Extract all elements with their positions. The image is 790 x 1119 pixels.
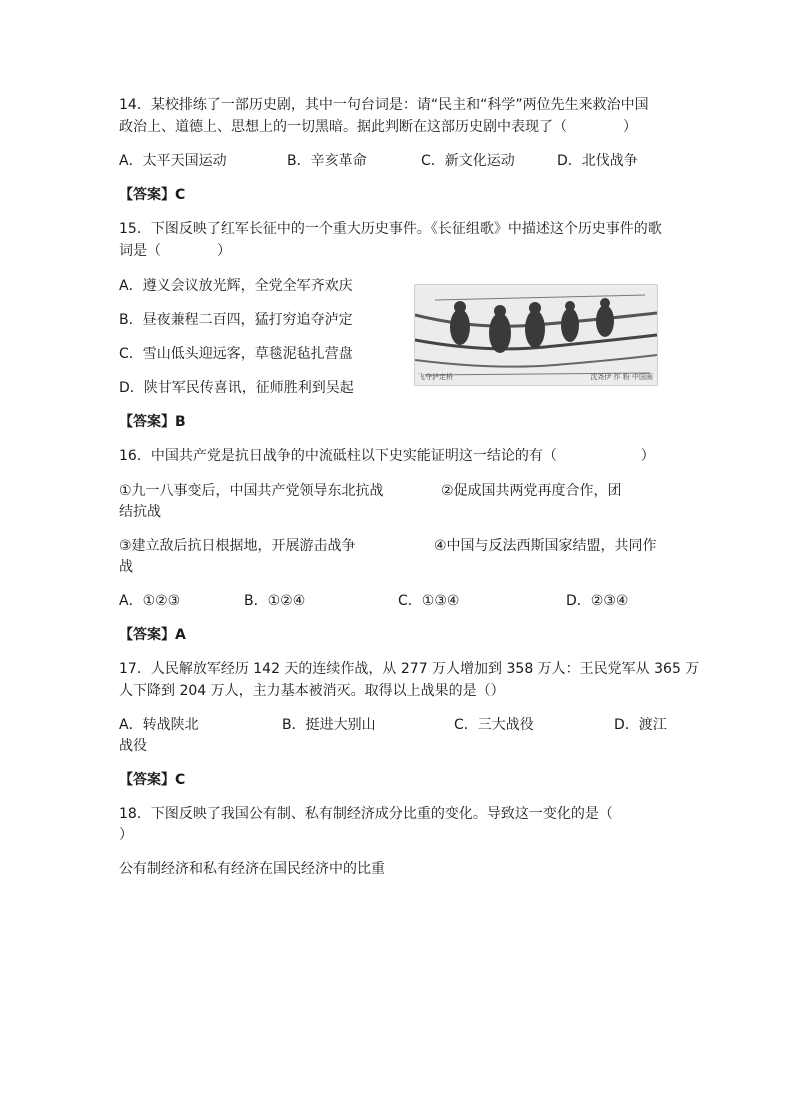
q16-option-d: D．②③④ bbox=[566, 593, 629, 609]
luding-bridge-drawing bbox=[415, 285, 657, 385]
q16-item-4-cont: 战 bbox=[119, 559, 133, 575]
q14-option-a: A．太平天国运动 bbox=[119, 153, 227, 169]
q15-stem-line1: 15．下图反映了红军长征中的一个重大历史事件。《长征组歌》中描述这个历史事件的歌 bbox=[119, 221, 662, 237]
q16-item-2: ②促成国共两党再度合作，团 bbox=[441, 483, 622, 499]
luding-bridge-illustration bbox=[414, 284, 658, 386]
q17-answer: 【答案】C bbox=[119, 772, 186, 788]
q14-option-c: C．新文化运动 bbox=[421, 153, 515, 169]
q16-item-3: ③建立敌后抗日根据地，开展游击战争 bbox=[119, 538, 356, 554]
q18-stem-line2: ） bbox=[119, 827, 133, 843]
q14-stem-line1: 14．某校排练了一部历史剧，其中一句台词是：请“民主和“科学”两位先生来救治中国 bbox=[119, 97, 649, 113]
q17-option-d: D．渡江 bbox=[614, 717, 667, 733]
illustration-caption-artist: 沈尧伊 作 粉 中国画 bbox=[590, 373, 653, 381]
q14-stem-line2: 政治上、道德上、思想上的一切黑暗。据此判断在这部历史剧中表现了（ ） bbox=[119, 119, 637, 135]
q15-option-a: A．遵义会议放光辉，全党全军齐欢庆 bbox=[119, 278, 353, 294]
q16-answer: 【答案】A bbox=[119, 627, 186, 643]
q18-stem-line1: 18．下图反映了我国公有制、私有制经济成分比重的变化。导致这一变化的是（ bbox=[119, 806, 613, 822]
q17-option-b: B．挺进大别山 bbox=[282, 717, 376, 733]
q16-item-4: ④中国与反法西斯国家结盟，共同作 bbox=[434, 538, 657, 554]
q17-stem-line2: 人下降到 204 万人，主力基本被消灭。取得以上战果的是（） bbox=[119, 683, 505, 699]
q15-option-d: D．陕甘军民传喜讯，征师胜利到吴起 bbox=[119, 380, 354, 396]
q16-stem-line1: 16．中国共产党是抗日战争的中流砥柱以下史实能证明这一结论的有（ ） bbox=[119, 448, 655, 464]
q14-answer: 【答案】C bbox=[119, 187, 186, 203]
q15-option-b: B．昼夜兼程二百四，猛打穷追夺泸定 bbox=[119, 312, 353, 328]
q16-item-2-cont: 结抗战 bbox=[119, 504, 161, 520]
q16-item-1: ①九一八事变后，中国共产党领导东北抗战 bbox=[119, 483, 384, 499]
q16-option-a: A．①②③ bbox=[119, 593, 181, 609]
q17-option-d-cont: 战役 bbox=[119, 738, 147, 754]
q16-option-b: B．①②④ bbox=[244, 593, 306, 609]
illustration-caption-title: 飞夺泸定桥 bbox=[418, 373, 453, 381]
q17-stem-line1: 17．人民解放军经历 142 天的连续作战，从 277 万人增加到 358 万人：王民党军从 365 万 bbox=[119, 661, 700, 677]
q17-option-c: C．三大战役 bbox=[454, 717, 534, 733]
q16-option-c: C．①③④ bbox=[398, 593, 460, 609]
q15-answer: 【答案】B bbox=[119, 414, 186, 430]
q18-chart-title: 公有制经济和私有经济在国民经济中的比重 bbox=[119, 861, 385, 877]
q14-option-d: D．北伐战争 bbox=[557, 153, 638, 169]
q15-stem-line2: 词是（ ） bbox=[119, 243, 231, 259]
q14-option-b: B．辛亥革命 bbox=[287, 153, 367, 169]
q15-option-c: C．雪山低头迎远客，草毯泥毡扎营盘 bbox=[119, 346, 353, 362]
q17-option-a: A．转战陕北 bbox=[119, 717, 199, 733]
